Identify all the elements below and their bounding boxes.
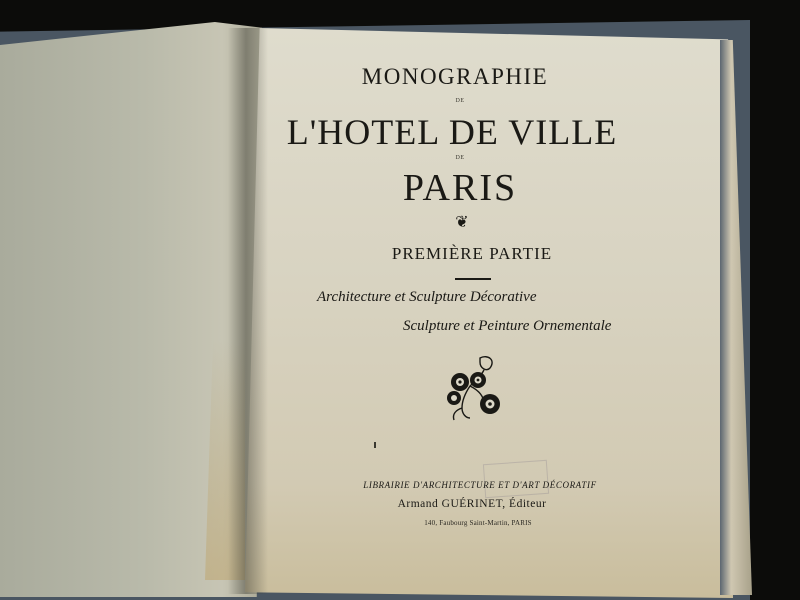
title-hotel-de-ville: L'HOTEL DE VILLE <box>286 112 618 152</box>
floral-ornament-icon <box>440 352 510 424</box>
publisher-address: 140, Faubourg Saint-Martin, PARIS <box>424 519 532 527</box>
divider-rule <box>455 278 491 280</box>
title-connector-2: DE <box>455 155 465 161</box>
subtitle-architecture: Architecture et Sculpture Décorative <box>317 289 537 305</box>
faded-stamp <box>483 460 549 498</box>
publisher-name: Armand GUÉRINET, Éditeur <box>397 498 547 510</box>
title-paris: PARIS <box>402 167 518 209</box>
book-gutter <box>228 28 268 594</box>
subtitle-sculpture: Sculpture et Peinture Ornementale <box>403 318 612 334</box>
fleuron-icon: ❦ <box>455 214 469 231</box>
publisher-house: LIBRAIRIE D'ARCHITECTURE ET D'ART DÉCORATIF <box>363 480 597 490</box>
title-monographie: MONOGRAPHIE <box>361 64 549 89</box>
part-heading: PREMIÈRE PARTIE <box>391 244 553 263</box>
title-connector-1: DE <box>455 98 465 104</box>
paper-speck <box>374 442 376 448</box>
